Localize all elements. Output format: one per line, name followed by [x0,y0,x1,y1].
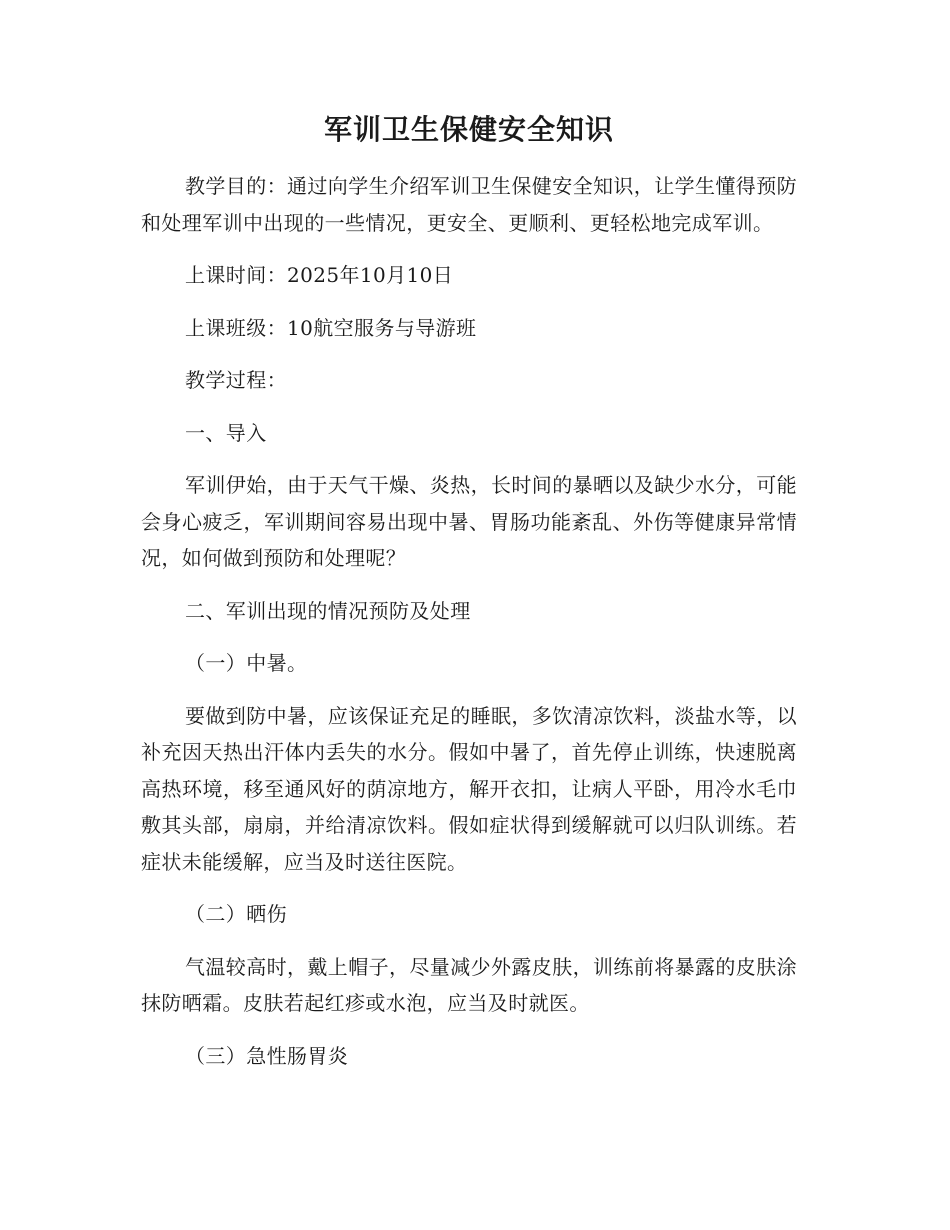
subsection-heading-heatstroke: （一）中暑。 [185,651,308,675]
sunburn-paragraph: 气温较高时，戴上帽子，尽量减少外露皮肤，训练前将暴露的皮肤涂抹防晒霜。皮肤若起红疹或水泡，应当及时就医。 [141,954,797,1015]
section-heading-intro: 一、导入 [185,420,267,445]
subsection-heading-gastroenteritis: （三）急性肠胃炎 [185,1043,349,1068]
class-time: 上课时间：2025年10月10日 [185,263,454,287]
heatstroke-paragraph: 要做到防中暑，应该保证充足的睡眠，多饮清凉饮料，淡盐水等，以补充因天热出汗体内丢失的水分。假如中暑了，首先停止训练，快速脱离高热环境，移至通风好的荫凉地方，解开衣扣，让病人平卧，用冷水毛巾敷其头部，扇扇，并给清凉饮料。假如症状得到缓解就可以归队训练。若症状未能缓解，应当及时送往医院。 [141,703,797,874]
intro-paragraph: 军训伊始，由于天气干燥、炎热，长时间的暴晒以及缺少水分，可能会身心疲乏，军训期间容易出现中暑、胃肠功能紊乱、外伤等健康异常情况，如何做到预防和处理呢？ [141,473,797,570]
subsection-heading-sunburn: （二）晒伤 [185,902,287,926]
teaching-process-heading: 教学过程： [185,368,287,392]
document-body [141,108,797,1090]
class-name: 上课班级：10航空服务与导游班 [185,315,477,340]
teaching-objective: 教学目的：通过向学生介绍军训卫生保健安全知识，让学生懂得预防和处理军训中出现的一些情况，更安全、更顺利、更轻松地完成军训。 [141,174,797,235]
section-heading-prevention: 二、军训出现的情况预防及处理 [185,598,471,623]
document-title: 军训卫生保健安全知识 [323,113,614,146]
